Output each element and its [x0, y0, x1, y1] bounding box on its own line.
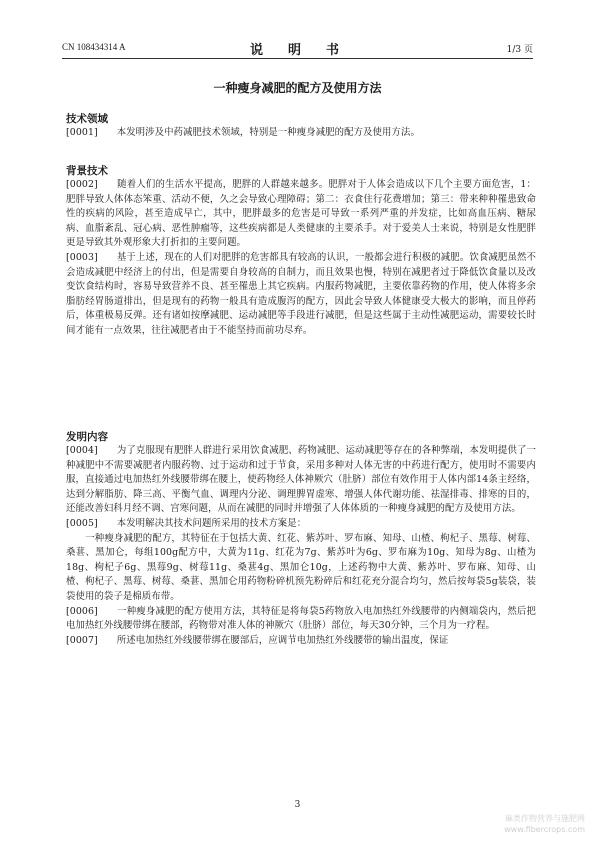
paragraph-0006: [0006] 一种瘦身减肥的配方使用方法，其特征是将每袋5药物放入电加热红外线腰带的内侧端袋内，然后把电加热红外线腰带绑在腰部，药物带对准人体的神厥穴（肚脐）部位，每天30分钟，三个月为一疗程。 [66, 605, 536, 632]
section-heading: 技术领域 [66, 113, 108, 125]
watermark [504, 813, 585, 835]
page-number: 3 [294, 800, 301, 810]
page-header [62, 40, 533, 59]
section-technical-field [66, 112, 536, 141]
paragraph-0002: [0002] 随着人们的生活水平提高，肥胖的人群越来越多。肥胖对于人体会造成以下几个主要方面危害，1：肥胖导致人体体态笨重、活动不便，久之会导致心理障碍；第二：衣食住行花费增加；第三：带来种种罹患致命性的疾病的风险，甚至造成早亡，其中，肥胖最多的危害是可导致一系列严重的并发症，比如高血压病、糖尿病、血脂紊乱、冠心病、恶性肿瘤等，这些疾病都是人类健康的主要杀手。对于爱美人士来说，特别是女性肥胖更是导致其外观形象大打折扣的主要问题。 [66, 179, 536, 249]
paragraph-0003: [0003] 基于上述，现在的人们对肥胖的危害都具有较高的认识，一般都会进行积极的减肥。饮食减肥虽然不会造成减肥中经济上的付出，但是需要自身较高的自制力，而且效果也慢，特别在减肥者过于降低饮食量以及改变饮食结构时，容易导致营养不良、甚至罹患上其它疾病。内服药物减肥，主要依靠药物的作用，使人体将多余脂肪经胃肠道排出，但是现有的药物一般具有造成腹泻的配方，因此会导致人体健康受大极大的影响，而且停药后，体重极易反弹。还有诸如按摩减肥、运动减肥等手段进行减肥，但是这些属于主动性减肥运动，需要较长时间才能有一点效果，往往减肥者由于不能坚持而前功尽弃。 [66, 251, 536, 336]
paragraph-0005-formula: 一种瘦身减肥的配方，其特征在于包括大黄、红花、紫苏叶、罗布麻、知母、山楂、枸杞子、黑莓、树莓、桑葚、黑加仑，每组100g配方中，大黄为11g、红花为7g、紫苏叶为6g、罗布麻为10g、知母为8g、山楂为18g、枸杞子6g、黑莓9g、树莓11g、桑葚4g、黑加仑10g，上述药物中大黄、紫苏叶、罗布麻、知母、山楂、枸杞子、黑莓、树莓、桑葚、黑加仑用药物粉碎机预先粉碎后和红花充分混合均匀，然后按每袋5g装袋，装袋使用的袋子是棉质布带。 [66, 532, 536, 602]
publication-number: CN 108434314 A [62, 42, 126, 52]
section-heading: 背景技术 [66, 165, 108, 177]
watermark-site-name: 麻类作物营养与施肥网 [505, 814, 585, 823]
section-invention [66, 430, 536, 648]
watermark-url: www.fibercrops.com [504, 825, 585, 834]
paragraph-0001: [0001] 本发明涉及中药减肥技术领域，特别是一种瘦身减肥的配方及使用方法。 [66, 127, 420, 138]
section-heading: 发明内容 [66, 431, 108, 443]
section-background [66, 164, 536, 339]
document-type-title: 说 明 书 [249, 43, 345, 58]
patent-title: 一种瘦身减肥的配方及使用方法 [213, 81, 382, 95]
page-count: 1/3 页 [506, 45, 533, 55]
paragraph-0005: [0005] 本发明解决其技术问题所采用的技术方案是： [66, 517, 307, 529]
paragraph-0007: [0007] 所述电加热红外线腰带绑在腰部后，应调节电加热红外线腰带的输出温度，保证 [66, 634, 449, 646]
paragraph-0004: [0004] 为了克服现有肥胖人群进行采用饮食减肥、药物减肥、运动减肥等存在的各种弊端，本发明提供了一种减肥中不需要减肥者内服药物、过于运动和过于节食，采用多种对人体无害的中药进行配方，使用时不需要内服，直接通过电加热红外线腰带绑在腰上，使药物经人体神厥穴（肚脐）部位有效作用于人体内部14条主经络，达到分解脂肪、降三高、平衡气血、调理内分泌、调理脾胃虚寒、增强人体代谢功能、祛湿排毒、排寒的目的，还能改善妇科月经不调、宫寒问题，从而在减肥的同时并增强了人体体质的一种瘦身减肥的配方及使用方法。 [66, 445, 536, 515]
